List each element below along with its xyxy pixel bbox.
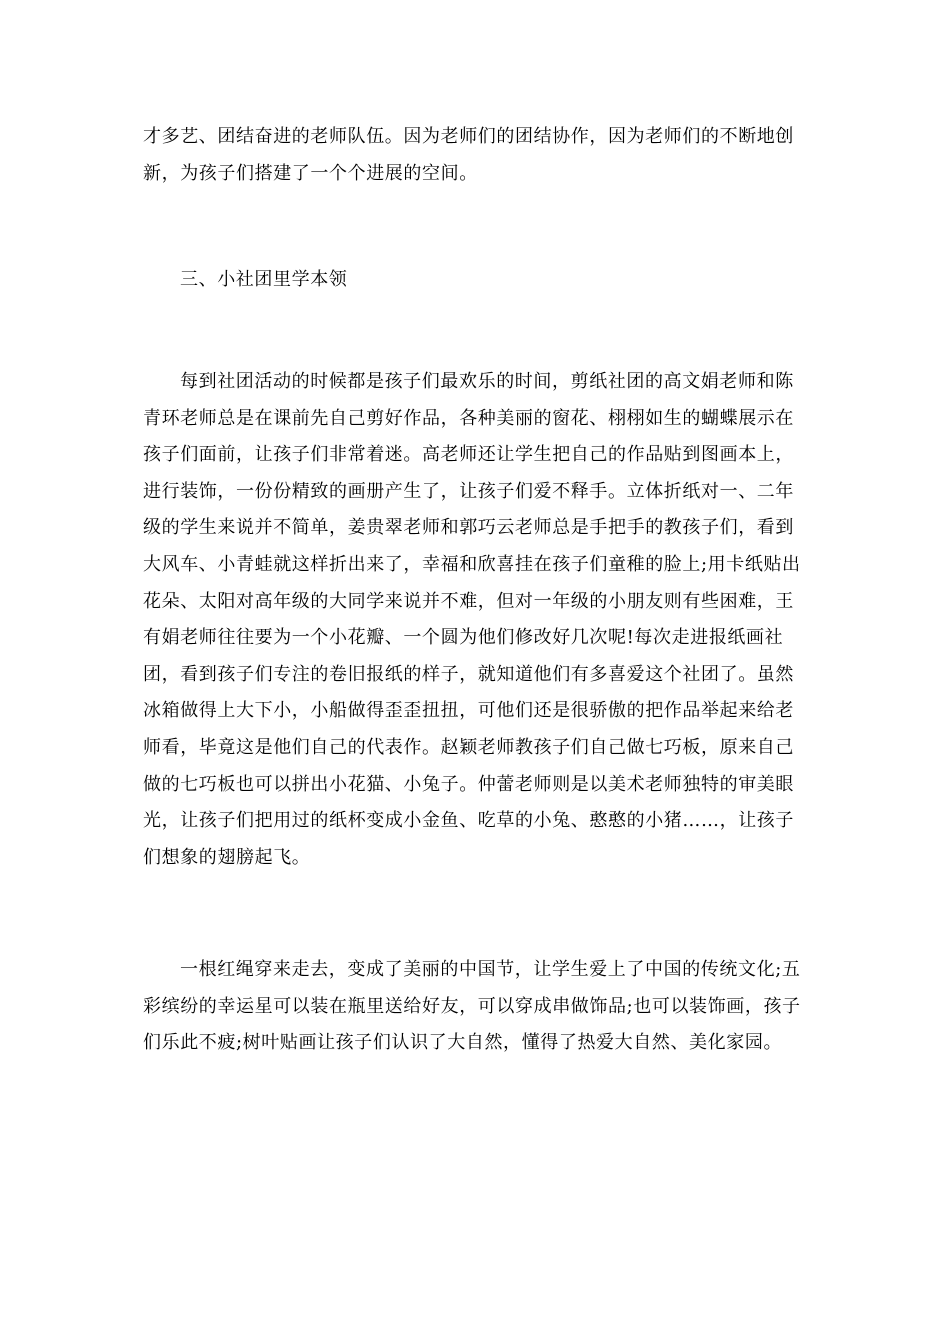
paragraph-red-string: 一根红绳穿来走去，变成了美丽的中国节，让学生爱上了中国的传统文化;五彩缤纷的幸运星可以装在瓶里送给好友，可以穿成串做饰品;也可以装饰画，孩子们乐此不疲;树叶贴画让孩子们认识了大自然，懂得了热爱大自然、美化家园。 [143,959,801,1054]
paragraph-club-activities: 每到社团活动的时候都是孩子们最欢乐的时间，剪纸社团的高文娟老师和陈青环老师总是在课前先自己剪好作品，各种美丽的窗花、栩栩如生的蝴蝶展示在孩子们面前，让孩子们非常着迷。高老师还让学生把自己的作品贴到图画本上，进行装饰，一份份精致的画册产生了，让孩子们爱不释手。立体折纸对一、二年级的学生来说并不简单，姜贵翠老师和郭巧云老师总是手把手的教孩子们，看到大风车、小青蛙就这样折出来了，幸福和欣喜挂在孩子们童稚的脸上;用卡纸贴出花朵、太阳对高年级的大同学来说并不难，但对一年级的小朋友则有些困难，王有娟老师往往要为一个小花瓣、一个圆为他们修改好几次呢!每次走进报纸画社团，看到孩子们专注的卷旧报纸的样子，就知道他们有多喜爱这个社团了。虽然冰箱做得上大下小，小船做得歪歪扭扭，可他们还是很骄傲的把作品举起来给老师看，毕竟这是他们自己的代表作。赵颖老师教孩子们自己做七巧板，原来自己做的七巧板也可以拼出小花猫、小兔子。仲蕾老师则是以美术老师独特的审美眼光，让孩子们把用过的纸杯变成小金鱼、吃草的小兔、憨憨的小猪……，让孩子们想象的翅膀起飞。 [143,371,801,868]
paragraph-teacher-team: 才多艺、团结奋进的老师队伍。因为老师们的团结协作，因为老师们的不断地创新，为孩子们搭建了一个个进展的空间。 [143,126,794,184]
section-heading-3: 三、小社团里学本领 [180,269,348,290]
